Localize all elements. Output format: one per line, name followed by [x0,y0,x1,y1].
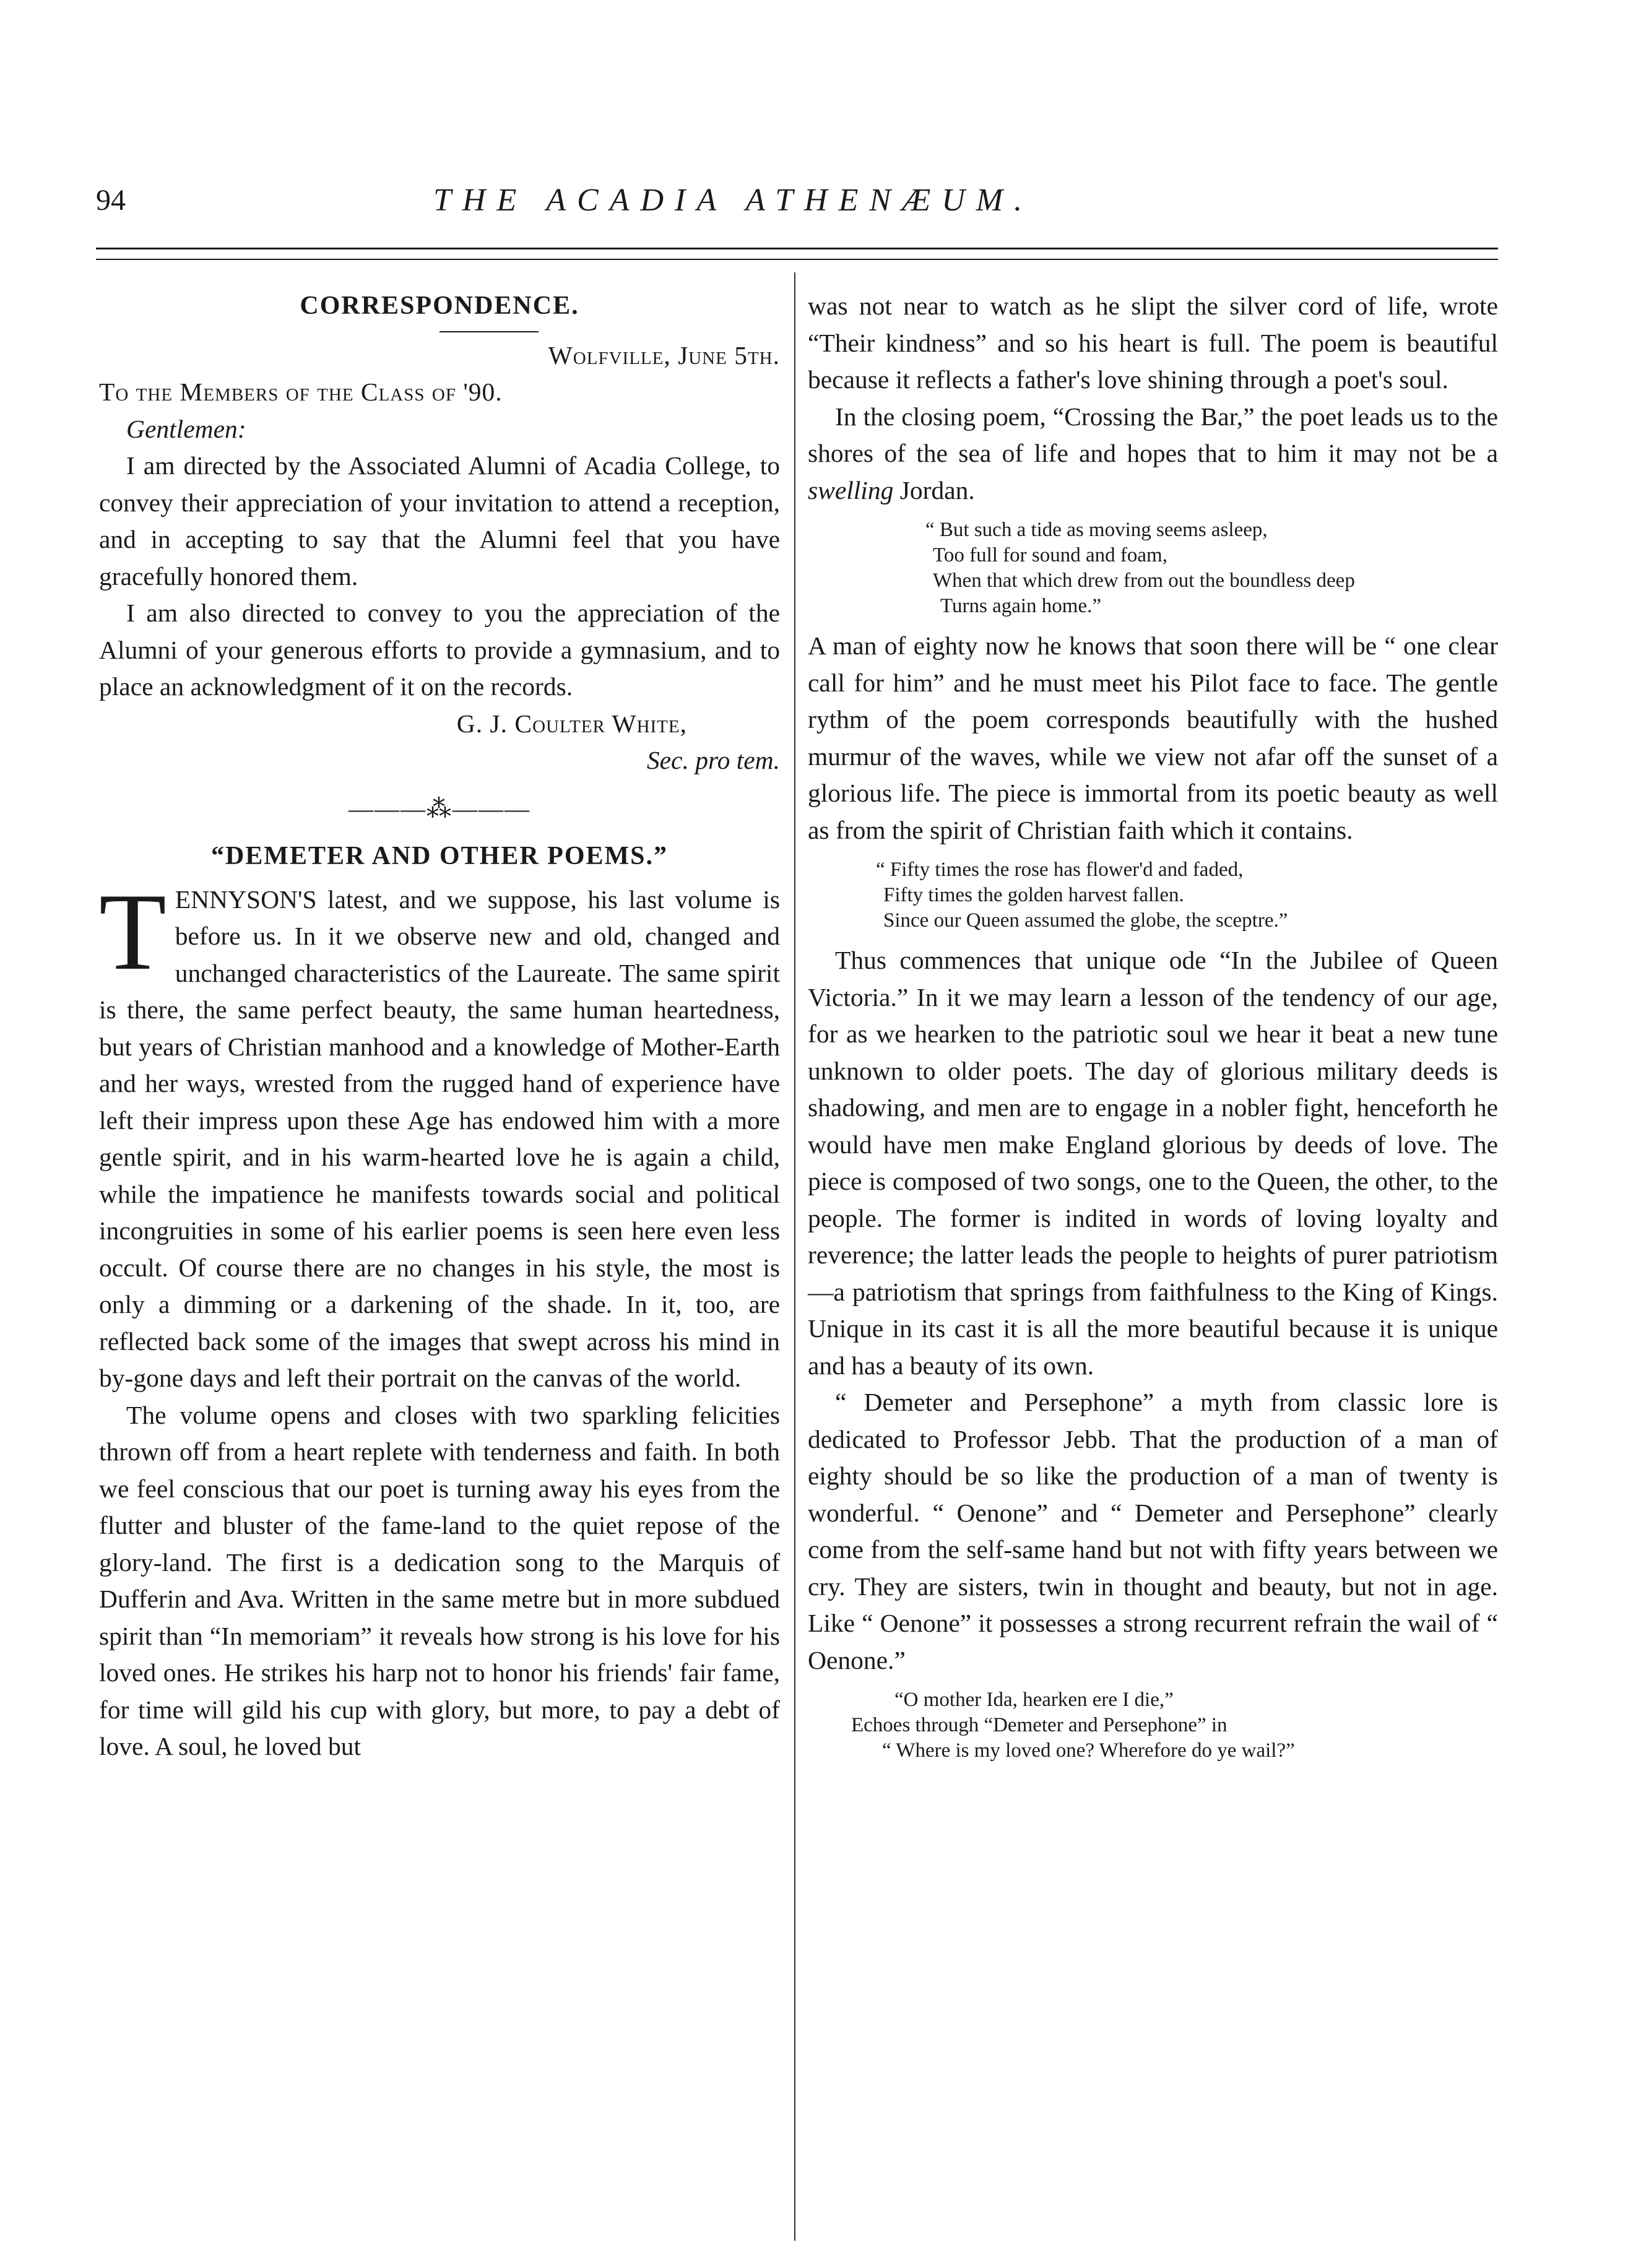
right-column [808,288,1498,1772]
article-paragraph: A man of eighty now he knows that soon there will be “ one clear call for him” and he must meet his Pilot face to face. The gentle rythm of the poem corresponds beautifully with the hushed murmur of the waves, while we view not afar off the sunset of a glorious life. The piece is immortal from its poetic beauty as well as from the spirit of Christian faith which it contains. [808,631,1498,844]
quote-line: Echoes through “Demeter and Persephone” in [851,1714,1227,1736]
paragraph-text: In the closing poem, “Crossing the Bar,” the poet leads us to the shores of the sea of life and hopes that to him it may not be a [808,402,1498,467]
left-column [99,288,780,1765]
paragraph-text: Jordan. [893,475,975,504]
article-paragraph-text: ENNYSON'S latest, and we suppose, his last volume is before us. In it we observe new and old, changed and unchanged characteristics of the Laureate. The same spirit is there, the same perfect beauty, the same human heartedness, but years of Christian manhood and a knowledge of Mother-Earth and her ways, wrested from the rugged hand of experience have left their impress upon these Age has endowed him with a more gentle spirit, and in his warm-hearted love he is again a child, while the impatience he manifests towards social and political incongruities in some of his earlier poems is seen here even less occult. Of course there are no changes in his style, the most is only a dimming or a darkening of the shade. In it, too, are reflected back some of the images that swept across his mind in by-gone days and left their portrait on the canvas of the world. [99,885,780,1392]
correspondence-paragraph: I am also directed to convey to you the appreciation of the Alumni of your generous efforts to provide a gymnasium, and to place an acknowledgment of it on the records. [99,599,780,701]
salutation: To the Members of the Class of '90. [99,378,503,406]
article-paragraph: Thus commences that unique ode “In the Jubilee of Queen Victoria.” In it we may learn a lesson of the tendency of our age, for as we hearken to the patriotic soul we hear it beat a new tune unknown to older poets. The day of glorious military deeds is shadowing, and men are to engage in a nobler fight, henceforth he would have men make England glorious by deeds of love. The piece is composed of two songs, one to the Queen, the other, to the people. The former is indited in words of loving loyalty and reverence; the latter leads the people to heights of purer patriotism—a patriotism that springs from faithfulness to the King of Kings. Unique in its cast it is all the more beautiful because it is unique and has a beauty of its own. [808,946,1498,1380]
article-paragraph: “ Demeter and Persephone” a myth from classic lore is dedicated to Professor Jebb. That the production of a man of eighty should be so like the production of a man of twenty is wonderful. “ Oenone” and “ Demeter and Persephone” clearly come from the self-same hand but not with fifty years between we cry. They are sisters, twin in thought and beauty, but not in age. Like “ Oenone” it possesses a strong recurrent refrain the wail of “ Oenone.” [808,1388,1498,1674]
quote-line: Turns again home.” [940,595,1102,617]
article-paragraph: The volume opens and closes with two sparkling felicities thrown off from a heart replete with tenderness and faith. In both we feel conscious that our poet is turning away his eyes from the flutter and bluster of the fame-land to the quiet repose of the glory-land. The first is a dedication song to the Marquis of Dufferin and Ava. Written in the same metre but in more subdued spirit than “In memoriam” it reveals how strong is his love for his loved ones. He strikes his harp not to honor his friends' fair fame, for time will gild his cup with glory, but more, to pay a debt of love. A soul, he loved but [99,1400,780,1760]
quote-line: Since our Queen assumed the globe, the sceptre.” [883,909,1288,932]
quote-line: “ Where is my loved one? Wherefore do ye wail?” [882,1739,1295,1762]
greeting-text: Gentlemen: [126,414,246,443]
dateline: Wolfville, June 5th. [548,340,780,370]
quote-line: Too full for sound and foam, [933,544,1167,566]
column-divider [794,272,795,2241]
header-rule-bottom [96,259,1498,260]
page-number: 94 [96,184,126,217]
section-ornament: ———⁂——— [349,794,530,823]
article-paragraph [808,399,1498,509]
signature-title [99,742,780,779]
greeting [99,411,780,448]
quote-line: “ But such a tide as moving seems asleep, [925,519,1268,541]
quote-line: “ Fifty times the rose has flower'd and faded, [876,859,1244,881]
poem-quote [851,1687,1498,1764]
quote-line: When that which drew from out the boundless deep [933,569,1355,592]
quote-line: Fifty times the golden harvest fallen. [883,884,1184,906]
running-title: THE ACADIA ATHENÆUM. [433,183,1034,218]
dropcap: T [99,870,167,993]
poem-quote [876,857,1498,933]
signature-name: G. J. Coulter White, [456,709,687,738]
signature-title-text: Sec. pro tem. [646,746,780,774]
article-paragraph [99,870,780,1397]
correspondence-paragraph: I am directed by the Associated Alumni of Acadia College, to convey their appreciation of your invitation to attend a reception, and in accepting to say that the Alumni feel that you have gracefully honored them. [99,451,780,591]
header-rule-top [96,248,1498,249]
article-heading: “DEMETER AND OTHER POEMS.” [210,842,669,870]
quote-line: “O mother Ida, hearken ere I die,” [894,1689,1174,1711]
correspondence-heading: CORRESPONDENCE. [300,292,579,320]
paragraph-italic: swelling [808,475,894,504]
heading-rule [439,331,539,332]
article-paragraph: was not near to watch as he slipt the silver cord of life, wrote “Their kindness” and so his heart is full. The poem is beautiful because it reflects a father's love shining through a poet's soul. [808,292,1498,394]
poem-quote [925,517,1498,619]
